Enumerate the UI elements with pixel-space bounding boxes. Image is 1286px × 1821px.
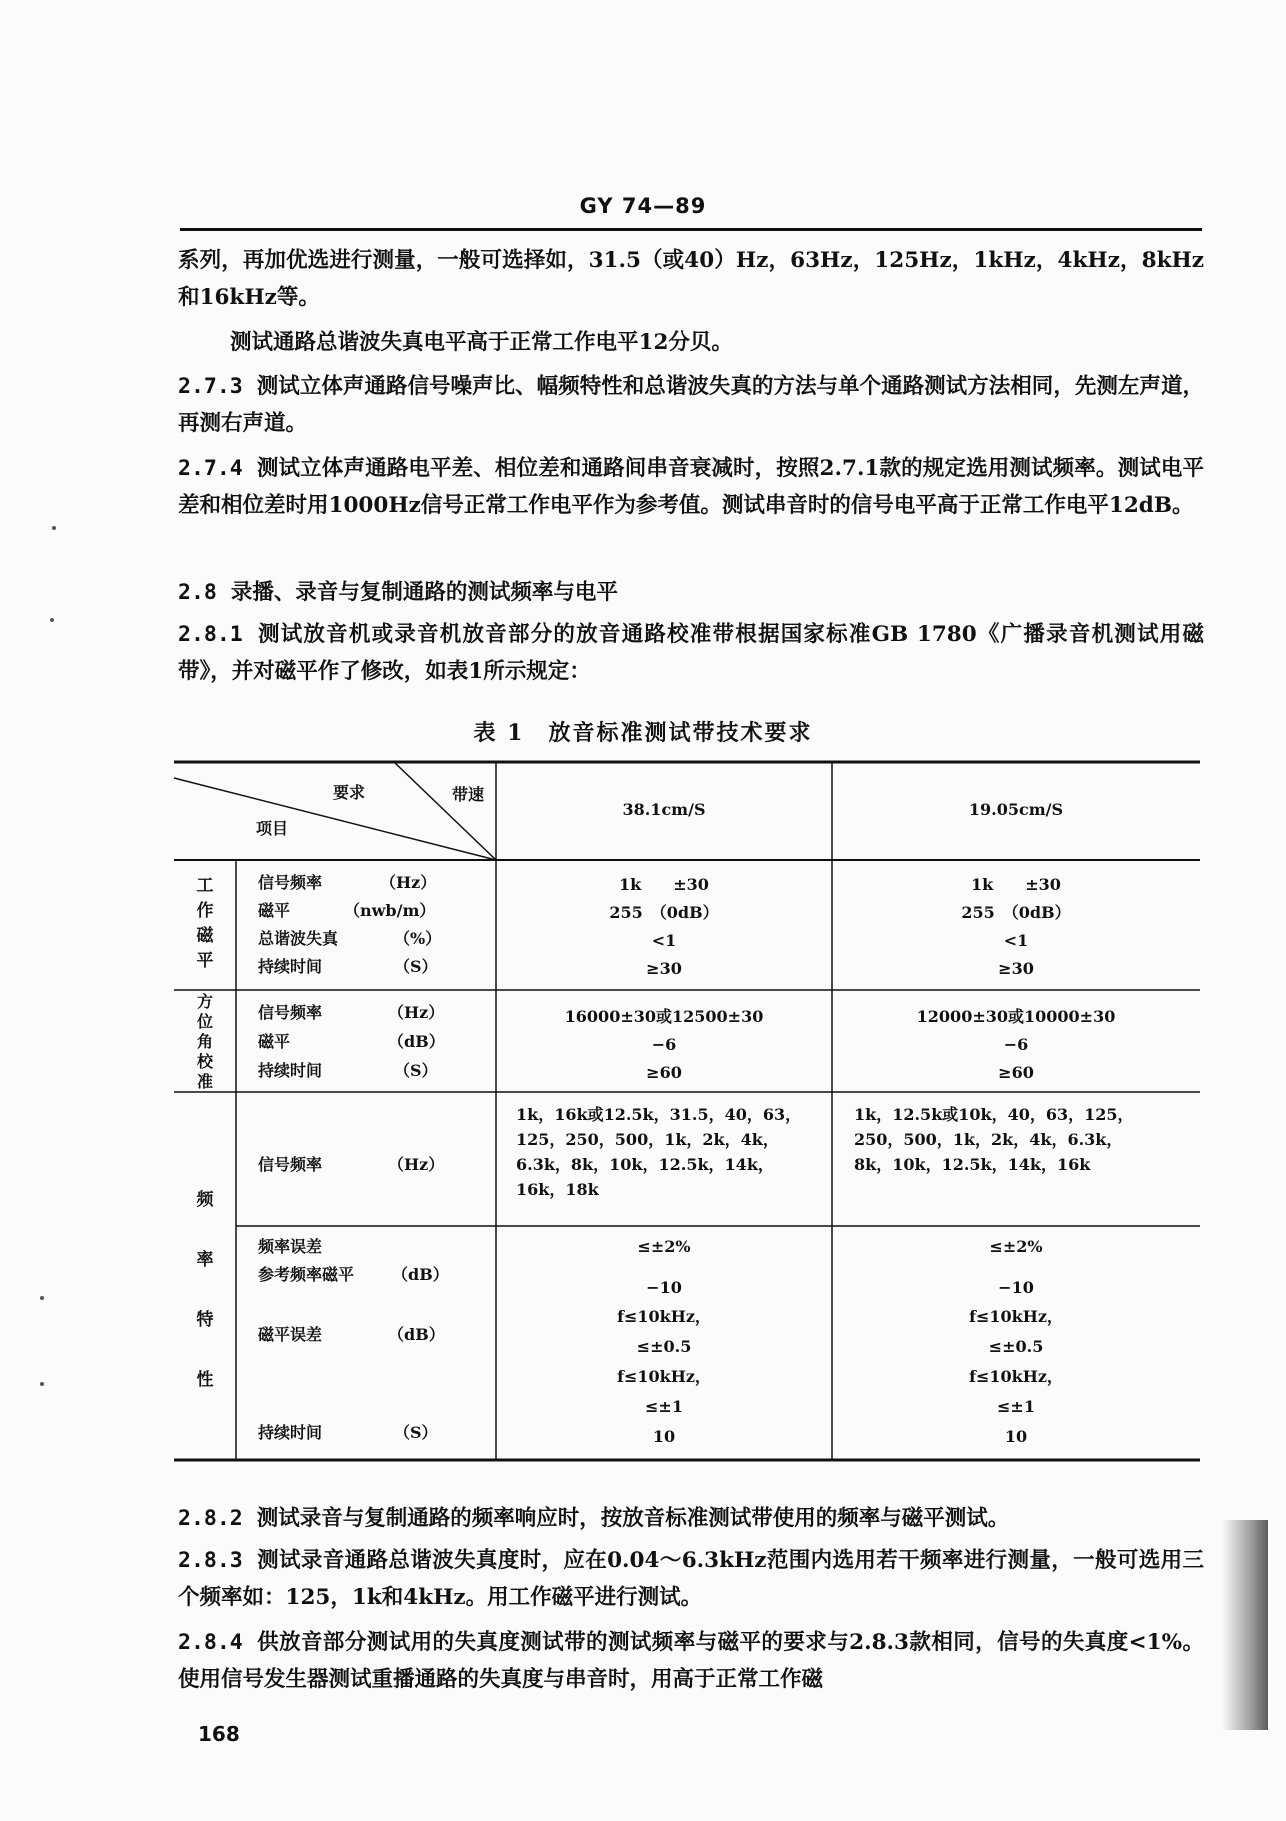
freq-v2: ≤±2% [989, 1237, 1043, 1256]
freq-v1: −10 [646, 1278, 682, 1297]
work-row-name: 持续时间 [258, 957, 323, 976]
azimuth-row-v1: ≥60 [646, 1063, 682, 1082]
freq-v2: 10 [1004, 1427, 1028, 1446]
freq-signal-v2-line: 8k，10k，12.5k，14k，16k [854, 1155, 1091, 1174]
work-row-v2: ≥30 [998, 959, 1034, 978]
freq-v2: f≤10kHz， [969, 1307, 1063, 1326]
freq-v1: ≤±0.5 [636, 1337, 692, 1356]
section-2-8-2: 2.8.2 测试录音与复制通路的频率响应时，按放音标准测试带使用的频率与磁平测试。 [178, 1506, 1010, 1531]
header-speed: 带速 [452, 785, 485, 804]
freq-signal-unit: （Hz） [388, 1155, 445, 1174]
ref-level-name: 参考频率磁平 [258, 1265, 355, 1284]
ref-level-unit: （dB） [392, 1265, 449, 1284]
work-row-v1: 1k ±30 [619, 875, 709, 894]
freq-signal-v2-line: 250，500，1k，2k，4k，6.3k， [854, 1130, 1123, 1149]
freq-v2: ≤±1 [997, 1397, 1035, 1416]
freq-v1: ≤±1 [645, 1397, 683, 1416]
freq-signal-name: 信号频率 [258, 1155, 323, 1174]
duration-name: 持续时间 [258, 1423, 323, 1442]
group-frequency: 频率特性 [196, 1190, 214, 1390]
freq-signal-v1-line: 16k，18k [516, 1180, 599, 1199]
work-row-name: 信号频率 [258, 873, 323, 892]
work-row-unit: （S） [394, 957, 438, 976]
work-row-unit: （%） [394, 929, 442, 948]
group-work-level: 工作磁平 [196, 876, 214, 971]
freq-error-name: 频率误差 [258, 1237, 323, 1256]
work-row-unit: （nwb/m） [344, 901, 436, 920]
work-row-v1: ≥30 [646, 959, 682, 978]
scan-speck [40, 1296, 44, 1300]
azimuth-row-v1: 16000±30或12500±30 [564, 1007, 764, 1026]
freq-signal-v2-line: 1k，12.5k或10k，40，63，125， [854, 1105, 1134, 1124]
header-item: 项目 [256, 819, 289, 838]
section-2-7-4: 2.7.4 测试立体声通路电平差、相位差和通路间串音衰减时，按照2.7.1款的规定选用测试频率。测试电平差和相位差时用1000Hz信号正常工作电平作为参考值。测试串音时的信号电平高于正常工作电平12dB。 [178, 456, 1204, 518]
work-row-name: 磁平 [258, 901, 291, 920]
page-header-code: GY 74—89 [579, 194, 707, 218]
duration-unit: （S） [394, 1423, 438, 1442]
freq-signal-v1-line: 6.3k，8k，10k，12.5k，14k， [516, 1155, 774, 1174]
work-row-v2: 255 （0dB） [961, 903, 1071, 922]
freq-v1: f≤10kHz， [617, 1367, 711, 1386]
table-caption: 表 1 放音标准测试带技术要求 [473, 720, 813, 746]
header-requirement: 要求 [333, 783, 366, 802]
azimuth-row-v2: ≥60 [998, 1063, 1034, 1082]
work-row-v2: 1k ±30 [971, 875, 1061, 894]
work-row-unit: （Hz） [380, 873, 437, 892]
azimuth-row-unit: （S） [394, 1061, 438, 1080]
freq-v2: ≤±0.5 [988, 1337, 1044, 1356]
azimuth-row-name: 持续时间 [258, 1061, 323, 1080]
work-row-v2: <1 [1003, 931, 1029, 950]
azimuth-row-unit: （dB） [388, 1032, 445, 1051]
freq-v1: 10 [652, 1427, 676, 1446]
work-row-v1: 255 （0dB） [609, 903, 719, 922]
azimuth-row-v2: −6 [1003, 1035, 1029, 1054]
level-error-name: 磁平误差 [258, 1325, 323, 1344]
work-row-v1: <1 [651, 931, 677, 950]
level-error-unit: （dB） [388, 1325, 445, 1344]
section-2-8-1: 2.8.1 测试放音机或录音机放音部分的放音通路校准带根据国家标准GB 1780《广播录音机测试用磁带》，并对磁平作了修改，如表1所示规定： [178, 622, 1204, 684]
paragraph-2: 测试通路总谐波失真电平高于正常工作电平12分贝。 [230, 330, 733, 355]
azimuth-row-name: 磁平 [258, 1032, 291, 1051]
freq-v2: f≤10kHz， [969, 1367, 1063, 1386]
azimuth-row-v2: 12000±30或10000±30 [916, 1007, 1116, 1026]
azimuth-row-name: 信号频率 [258, 1003, 323, 1022]
paragraph-1: 系列，再加优选进行测量，一般可选择如，31.5（或40）Hz，63Hz，125Hz，1kHz，4kHz，8kHz和16kHz等。 [178, 248, 1204, 310]
section-2-8-heading: 2.8 录播、录音与复制通路的测试频率与电平 [178, 580, 618, 605]
scan-edge-shadow [1222, 1520, 1268, 1730]
scan-speck [50, 618, 54, 622]
freq-signal-v1-line: 125，250，500，1k，2k，4k， [516, 1130, 779, 1149]
section-2-8-4: 2.8.4 供放音部分测试用的失真度测试带的测试频率与磁平的要求与2.8.3款相同，信号的失真度<1%。使用信号发生器测试重播通路的失真度与串音时，用高于正常工作磁 [178, 1630, 1204, 1692]
group-azimuth: 方位角校准 [196, 992, 213, 1091]
azimuth-row-v1: −6 [651, 1035, 677, 1054]
freq-v2: −10 [998, 1278, 1034, 1297]
freq-v1: ≤±2% [637, 1237, 691, 1256]
work-row-name: 总谐波失真 [258, 929, 339, 948]
page-number: 168 [198, 1722, 240, 1746]
header-speed-38: 38.1cm/S [622, 800, 706, 819]
header-speed-19: 19.05cm/S [968, 800, 1064, 819]
azimuth-row-unit: （Hz） [388, 1003, 445, 1022]
freq-v1: f≤10kHz， [617, 1307, 711, 1326]
section-2-8-3: 2.8.3 测试录音通路总谐波失真度时，应在0.04～6.3kHz范围内选用若干频率进行测量，一般可选用三个频率如：125，1k和4kHz。用工作磁平进行测试。 [178, 1548, 1204, 1610]
scan-speck [52, 526, 56, 530]
scan-speck [40, 1382, 44, 1386]
section-2-7-3: 2.7.3 测试立体声通路信号噪声比、幅频特性和总谐波失真的方法与单个通路测试方法相同，先测左声道，再测右声道。 [178, 374, 1204, 436]
freq-signal-v1-line: 1k，16k或12.5k，31.5，40，63， [516, 1105, 802, 1124]
